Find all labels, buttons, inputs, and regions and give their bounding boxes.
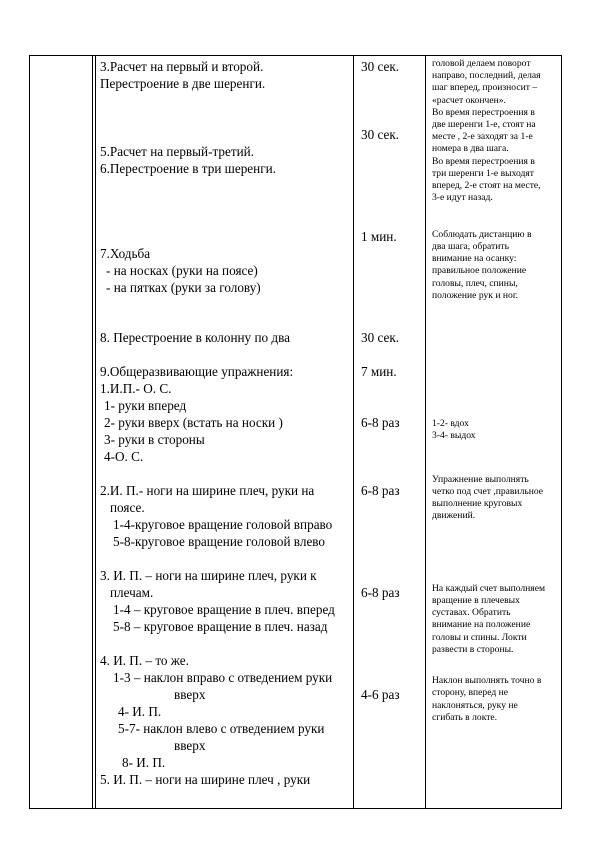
duration-cell: 30 сек. <box>361 127 400 142</box>
note-line: вперед, 2-е стоят на месте, <box>432 180 541 191</box>
note-line: номера в два шага. <box>432 143 509 154</box>
exercise-line: 5-8-круговое вращение головой влево <box>113 534 326 549</box>
note-line: три шеренги 1-е выходят <box>432 168 535 179</box>
column-divider-2 <box>92 55 93 809</box>
note-line: Упражнение выполнять <box>432 474 529 485</box>
note-line: вращение в плечевых <box>432 595 520 606</box>
duration-cell: 30 сек. <box>361 59 400 74</box>
column-divider-2b <box>95 55 96 809</box>
note-line: 3-4- выдох <box>432 430 476 441</box>
note-line: месте , 2-е заходят за 1-е <box>432 131 533 142</box>
exercise-line: 3- руки в стороны <box>104 432 205 447</box>
exercise-line: 5. И. П. – ноги на ширине плеч , руки <box>100 772 311 787</box>
exercise-line: 1.И.П.- О. С. <box>100 381 172 396</box>
exercise-line: 1-4-круговое вращение головой вправо <box>113 517 333 532</box>
note-line: 3-е идут назад. <box>432 192 493 203</box>
note-line: два шага, обратить <box>432 241 509 252</box>
exercise-line: 2.И. П.- ноги на ширине плеч, руки на <box>100 483 315 498</box>
exercise-line: 8- И. П. <box>122 755 166 770</box>
column-divider-3 <box>353 55 354 809</box>
note-line: На каждый счет выполняем <box>432 583 546 594</box>
exercise-line: 1-3 – наклон вправо с отведением руки <box>113 670 333 685</box>
duration-cell: 4-6 раз <box>361 687 400 702</box>
exercise-line: поясе. <box>110 500 145 515</box>
note-line: движений. <box>432 510 476 521</box>
note-line: Наклон выполнять точно в <box>432 675 542 686</box>
note-line: Во время перестроения в <box>432 107 535 118</box>
exercise-line: вверх <box>174 738 206 753</box>
column-divider-5 <box>561 55 562 809</box>
note-line: суставах. Обратить <box>432 607 511 618</box>
exercise-line: 5.Расчет на первый-третий. <box>100 144 255 159</box>
note-line: развести в стороны. <box>432 644 514 655</box>
exercise-line: 3.Расчет на первый и второй. <box>100 59 264 74</box>
table-top-border <box>29 55 562 56</box>
note-line: внимание на положение <box>432 619 531 630</box>
duration-cell: 7 мин. <box>361 364 397 379</box>
note-line: «расчет окончен». <box>432 95 506 106</box>
exercise-line: 9.Общеразвивающие упражнения: <box>100 364 294 379</box>
exercise-line: 1- руки вперед <box>104 398 187 413</box>
duration-cell: 6-8 раз <box>361 585 400 600</box>
note-line: правильное положение <box>432 265 527 276</box>
duration-cell: 30 сек. <box>361 330 400 345</box>
note-line: четко под счет ,правильное <box>432 486 544 497</box>
exercise-line: 1-4 – круговое вращение в плеч. вперед <box>113 602 335 617</box>
exercise-line: 7.Ходьба <box>100 246 151 261</box>
exercise-line: 5-7- наклон влево с отведением руки <box>118 721 325 736</box>
duration-cell: 6-8 раз <box>361 415 400 430</box>
exercise-line: 3. И. П. – ноги на ширине плеч, руки к <box>100 568 317 583</box>
note-line: Соблюдать дистанцию в <box>432 229 532 240</box>
duration-cell: 6-8 раз <box>361 483 400 498</box>
exercise-line: 5-8 – круговое вращение в плеч. назад <box>113 619 328 634</box>
exercise-line: Перестроение в две шеренги. <box>100 76 266 91</box>
note-line: положение рук и ног. <box>432 290 519 301</box>
note-line: две шеренги 1-е, стоят на <box>432 119 536 130</box>
duration-cell: 1 мин. <box>361 229 397 244</box>
note-line: шаг вперед, произносит – <box>432 82 538 93</box>
exercise-line: 4- И. П. <box>118 704 162 719</box>
exercise-line: 8. Перестроение в колонну по два <box>100 330 291 345</box>
note-line: сгибать в локте. <box>432 712 498 723</box>
note-line: направо, последний, делая <box>432 70 541 81</box>
exercise-line: 4-О. С. <box>104 449 144 464</box>
note-line: головы и спины. Локти <box>432 632 527 643</box>
exercise-line: 4. И. П. – то же. <box>100 653 189 668</box>
exercise-line: 6.Перестроение в три шеренги. <box>100 161 276 176</box>
table-bottom-border <box>29 808 562 809</box>
note-line: сторону, вперед не <box>432 687 509 698</box>
note-line: Во время перестроения в <box>432 156 535 167</box>
exercise-line: - на пятках (руки за голову) <box>106 280 261 295</box>
exercise-line: - на носках (руки на поясе) <box>106 263 258 278</box>
exercise-line: плечам. <box>110 585 154 600</box>
note-line: головы, плеч, спины, <box>432 278 518 289</box>
note-line: головой делаем поворот <box>432 58 531 69</box>
note-line: 1-2- вдох <box>432 418 469 429</box>
note-line: внимание на осанку: <box>432 253 517 264</box>
exercise-line: вверх <box>174 687 206 702</box>
note-line: наклоняться, руку не <box>432 700 518 711</box>
exercise-line: 2- руки вверх (встать на носки ) <box>104 415 283 430</box>
column-divider-4 <box>425 55 426 809</box>
note-line: выполнение круговых <box>432 498 523 509</box>
column-divider-1 <box>29 55 30 809</box>
